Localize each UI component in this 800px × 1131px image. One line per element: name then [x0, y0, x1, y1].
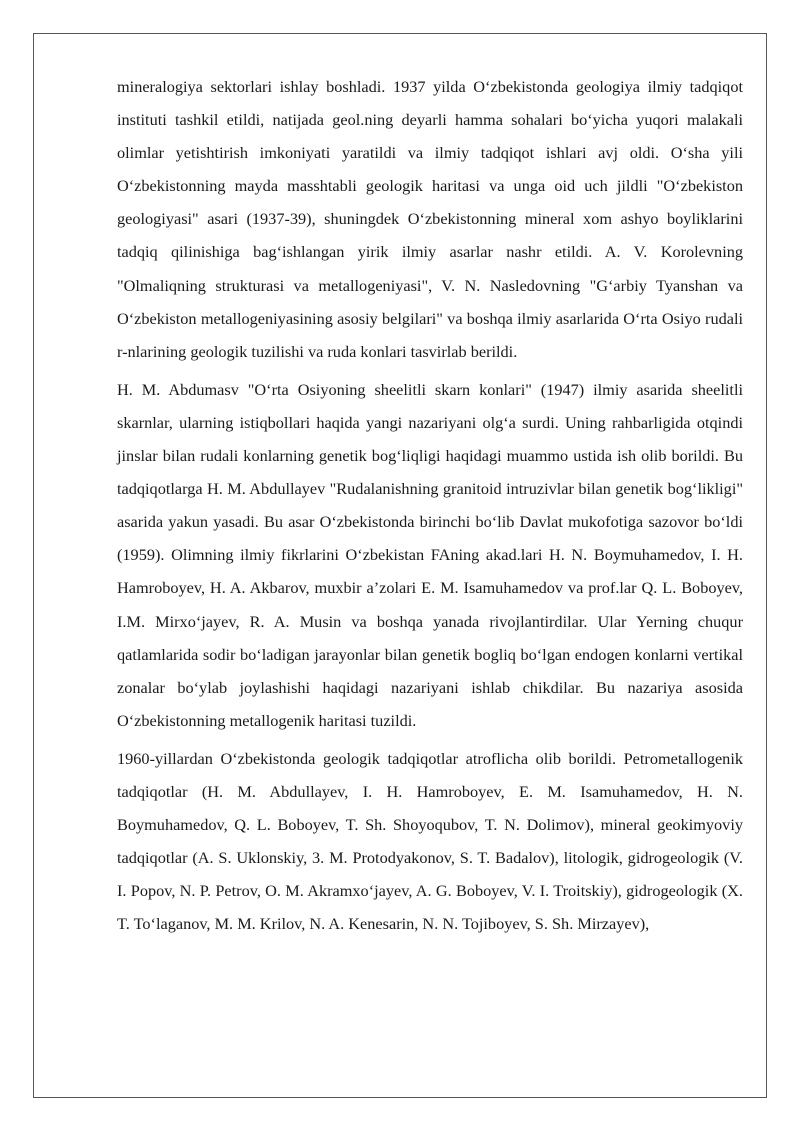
paragraph-2: H. M. Abdumasv "O‘rta Osiyoning sheelitli skarn konlari" (1947) ilmiy asarida sheelitli skarnlar, ularning istiqbollari haqida yangi nazariyani olg‘a surdi. Uning rahbarligida otqindi jinslar bilan rudali konlarning genetik bog‘liqligi haqidagi muammo ustida ish olib borildi. Bu tadqiqotlarga H. M. Abdullayev "Rudalanishning granitoid intruzivlar bilan genetik bog‘likligi" asarida yakun yasadi. Bu asar O‘zbekistonda birinchi bo‘lib Davlat mukofotiga sazovor bo‘ldi (1959). Olimning ilmiy fikrlarini O‘zbekistan FAning akad.lari H. N. Boymuhamedov, I. H. Hamroboyev, H. A. Akbarov, muxbir a’zolari E. M. Isamuhamedov va prof.lar Q. L. Boboyev, I.M. Mirxo‘jayev, R. A. Musin va boshqa yanada rivojlantirdilar. Ular Yerning chuqur qatlamlarida sodir bo‘ladigan jarayonlar bilan genetik bogliq bo‘lgan endogen konlarni vertikal zonalar bo‘ylab joylashishi haqidagi nazariyani ishlab chikdilar. Bu nazariya asosida O‘zbekistonning metallogenik haritasi tuzildi.	[117, 379, 743, 730]
paragraph-1: mineralogiya sektorlari ishlay boshladi. 1937 yilda O‘zbekistonda geologiya ilmiy tadqiqot instituti tashkil etildi, natijada geol.ning deyarli hamma sohalari bo‘yicha yuqori malakali olimlar yetishtirish imkoniyati yaratildi va ilmiy tadqiqot ishlari avj oldi. O‘sha yili O‘zbekistonning mayda masshtabli geologik haritasi va unga oid uch jildli "O‘zbekiston geologiyasi" asari (1937-39), shuningdek O‘zbekistonning mineral xom ashyo boyliklarini tadqiq qilinishiga bag‘ishlangan yirik ilmiy asarlar nashr etildi. A. V. Korolevning "Olmaliqning strukturasi va metallogeniyasi", V. N. Nasledovning "G‘arbiy Tyanshan va O‘zbekiston metallogeniyasining asosiy belgilari" va boshqa ilmiy asarlarida O‘rta Osiyo rudali r-nlarining geologik tuzilishi va ruda konlari tasvirlab berildi.	[117, 77, 743, 361]
document-body	[117, 70, 743, 945]
paragraph-3: 1960-yillardan O‘zbekistonda geologik tadqiqotlar atroflicha olib borildi. Petrometallogenik tadqiqotlar (H. M. Abdullayev, I. H. Hamroboyev, E. M. Isamuhamedov, H. N. Boymuhamedov, Q. L. Boboyev, T. Sh. Shoyoqubov, T. N. Dolimov), mineral geokimyoviy tadqiqotlar (A. S. Uklonskiy, 3. M. Protodyakonov, S. T. Badalov), litologik, gidrogeologik (V. I. Popov, N. P. Petrov, O. M. Akramxo‘jayev, A. G. Boboyev, V. I. Troitskiy), gidrogeologik (X. T. To‘laganov, M. M. Krilov, N. A. Kenesarin, N. N. Tojiboyev, S. Sh. Mirzayev),	[117, 748, 743, 934]
